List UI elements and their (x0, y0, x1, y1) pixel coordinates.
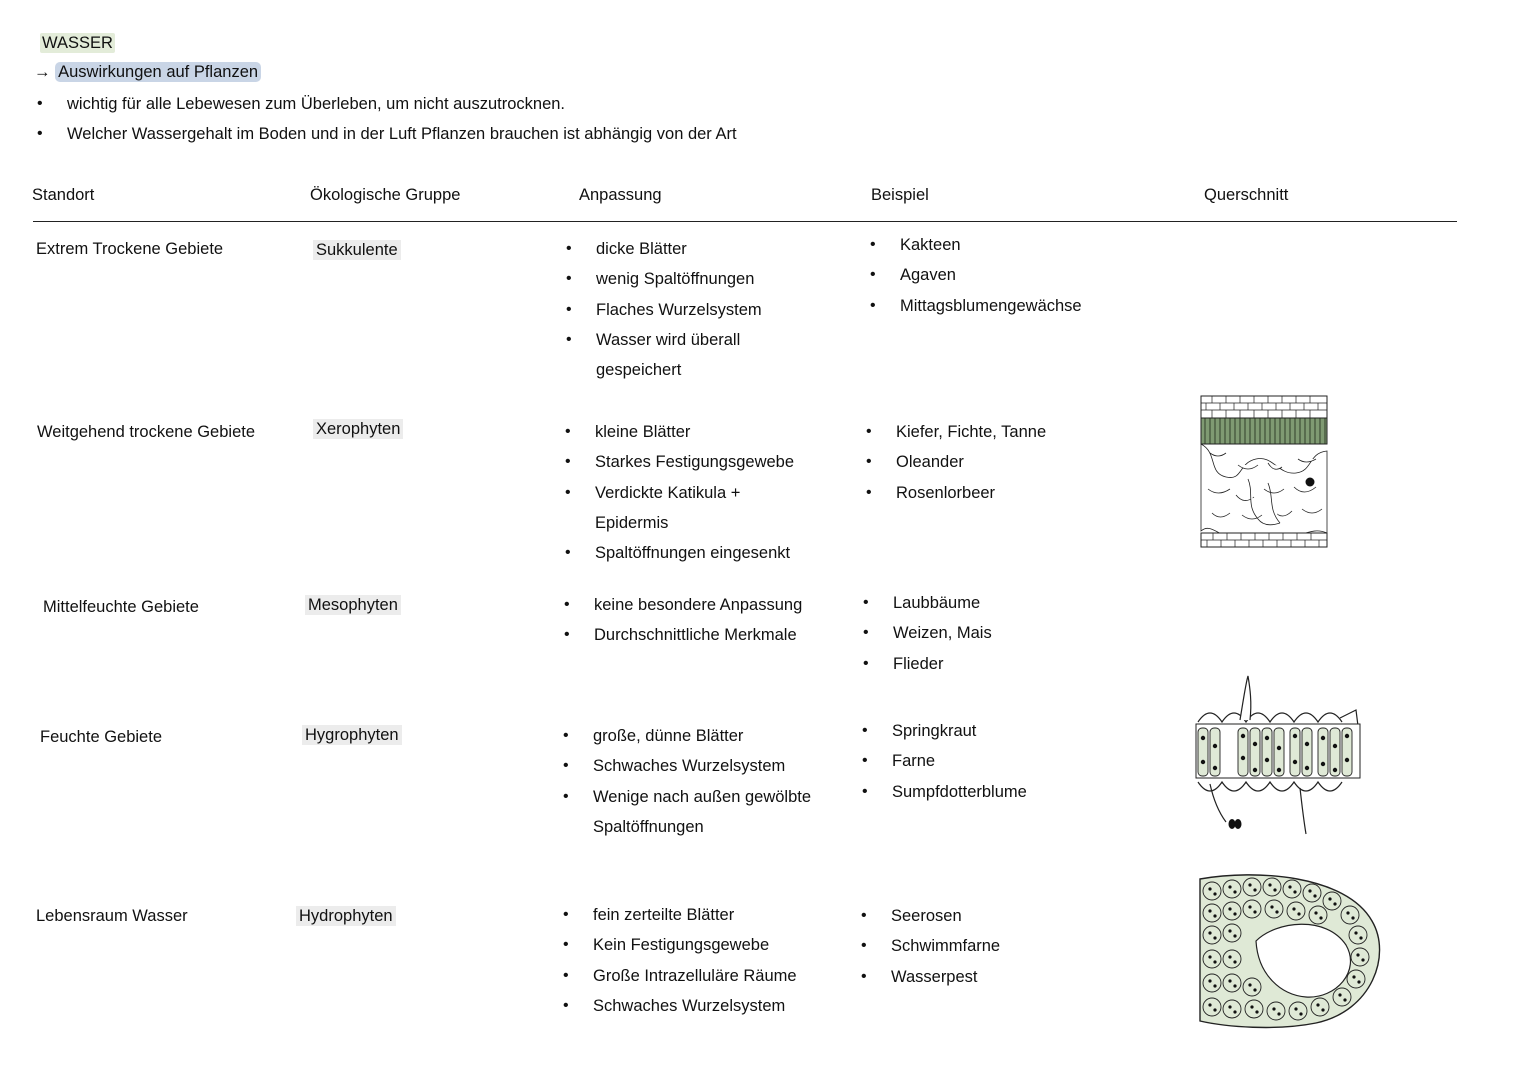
intro-list (37, 89, 737, 150)
intro-item: • Welcher Wassergehalt im Boden und in der Luft Pflanzen brauchen ist abhängig von der Art (37, 119, 737, 149)
row-standort: Lebensraum Wasser (36, 907, 188, 925)
subtitle (34, 63, 261, 82)
beispiel-item: • Mittagsblumengewächse (870, 291, 1082, 321)
row-beispiel-list (861, 901, 1000, 992)
anpassung-item: • fein zerteilte Blätter (563, 900, 797, 930)
row-gruppe: Xerophyten (313, 420, 403, 439)
xerophyte-cross-section-image (1198, 393, 1330, 553)
header-anpassung: Anpassung (579, 186, 662, 204)
page-title: WASSER (42, 34, 113, 52)
anpassung-item: • Große Intrazelluläre Räume (563, 961, 797, 991)
row-gruppe: Hydrophyten (296, 907, 396, 926)
beispiel-item: • Kakteen (870, 230, 1082, 260)
row-beispiel-list (863, 588, 992, 679)
anpassung-item: • Schwaches Wurzelsystem (563, 991, 797, 1021)
header-querschnitt: Querschnitt (1204, 186, 1289, 204)
beispiel-item: • Kiefer, Fichte, Tanne (866, 417, 1046, 447)
beispiel-item: • Schwimmfarne (861, 931, 1000, 961)
anpassung-item: • keine besondere Anpassung (564, 590, 802, 620)
row-standort: Weitgehend trockene Gebiete (37, 423, 256, 441)
beispiel-item: • Laubbäume (863, 588, 992, 618)
beispiel-item: • Agaven (870, 260, 1082, 290)
beispiel-item: • Seerosen (861, 901, 1000, 931)
header-divider (33, 221, 1457, 222)
anpassung-item: • wenig Spaltöffnungen (566, 264, 762, 294)
anpassung-item: • Wasser wird überall (566, 325, 762, 355)
beispiel-item: • Weizen, Mais (863, 618, 992, 648)
intro-item: • wichtig für alle Lebewesen zum Überleben, um nicht auszutrocknen. (37, 89, 737, 119)
anpassung-item: • Durchschnittliche Merkmale (564, 620, 802, 650)
anpassung-item: • Kein Festigungsgewebe (563, 930, 797, 960)
anpassung-item: Spaltöffnungen (593, 817, 704, 836)
row-anpassung-list (566, 234, 762, 385)
anpassung-item: • dicke Blätter (566, 234, 762, 264)
row-beispiel-list (870, 230, 1082, 321)
row-gruppe: Sukkulente (313, 241, 401, 260)
anpassung-item: • kleine Blätter (565, 417, 794, 447)
beispiel-item: • Sumpfdotterblume (862, 777, 1027, 807)
anpassung-item: • Spaltöffnungen eingesenkt (565, 538, 794, 568)
row-anpassung-list (564, 590, 802, 651)
row-gruppe: Mesophyten (305, 596, 401, 615)
beispiel-item: • Farne (862, 746, 1027, 776)
row-beispiel-list (862, 716, 1027, 807)
row-standort: Mittelfeuchte Gebiete (43, 598, 199, 616)
beispiel-item: • Rosenlorbeer (866, 478, 1046, 508)
row-anpassung-list (565, 417, 794, 568)
anpassung-item: • große, dünne Blätter (563, 721, 811, 751)
hygrophyte-cross-section-image (1190, 672, 1365, 837)
anpassung-item: • Starkes Festigungsgewebe (565, 447, 794, 477)
beispiel-item: • Springkraut (862, 716, 1027, 746)
row-anpassung-list (563, 900, 797, 1021)
header-standort: Standort (32, 186, 95, 204)
hydrophyte-cross-section-image (1196, 871, 1386, 1031)
anpassung-item: Epidermis (595, 513, 669, 532)
row-beispiel-list (866, 417, 1046, 508)
row-standort: Feuchte Gebiete (40, 728, 162, 746)
row-anpassung-list (563, 721, 811, 842)
anpassung-item: • Verdickte Katikula + (565, 478, 794, 508)
row-gruppe: Hygrophyten (302, 726, 402, 745)
beispiel-item: • Oleander (866, 447, 1046, 477)
anpassung-item: gespeichert (596, 361, 682, 380)
header-beispiel: Beispiel (871, 186, 929, 204)
row-standort: Extrem Trockene Gebiete (36, 240, 224, 258)
beispiel-item: • Flieder (863, 649, 992, 679)
subtitle-text: Auswirkungen auf Pflanzen (55, 62, 261, 82)
anpassung-item: • Schwaches Wurzelsystem (563, 751, 811, 781)
beispiel-item: • Wasserpest (861, 962, 1000, 992)
anpassung-item: • Wenige nach außen gewölbte (563, 782, 811, 812)
arrow-icon: → (34, 63, 51, 81)
header-gruppe: Ökologische Gruppe (310, 186, 461, 204)
anpassung-item: • Flaches Wurzelsystem (566, 295, 762, 325)
